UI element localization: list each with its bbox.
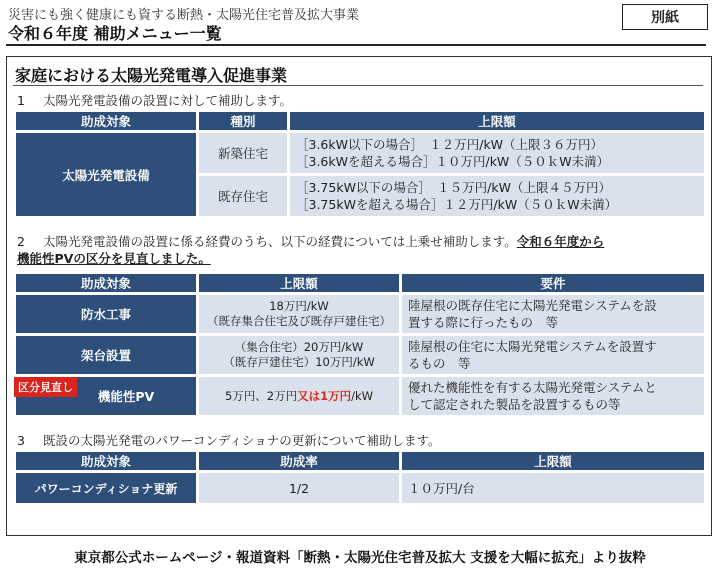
column-header: 上限額 (199, 274, 399, 292)
table-row (16, 473, 704, 503)
subsidy-rate-cell: 1/2 (199, 473, 399, 503)
limit-amount-cell (290, 176, 704, 216)
column-header: 上限額 (402, 452, 704, 470)
table-header-row (16, 274, 704, 292)
requirement-cell (402, 377, 704, 415)
column-header: 助成対象 (16, 112, 196, 130)
limit-amount-cell (199, 295, 399, 333)
panel-heading-divider (13, 85, 703, 86)
section2-table (13, 271, 707, 418)
limit-line: ［3.75kW以下の場合］ １５万円/kW（上限４５万円） (296, 180, 611, 195)
table-row (16, 377, 704, 415)
revision-badge: 区分見直し (14, 377, 77, 397)
requirement-cell (402, 336, 704, 374)
section1-text: 太陽光発電設備の設置に対して補助します。 (43, 93, 293, 108)
limit-amount-cell: １０万円/台 (402, 473, 704, 503)
subsidy-target-cell (16, 377, 196, 415)
column-header: 要件 (402, 274, 704, 292)
subsidy-target-cell: 架台設置 (16, 336, 196, 374)
section3-text: 既設の太陽光発電のパワーコンディショナの更新について補助します。 (43, 433, 441, 448)
section3-number: 3 (17, 433, 25, 448)
requirement-line: して認定された製品を設置するもの等 (408, 397, 621, 412)
section1-description (17, 91, 292, 109)
table-header-row (16, 452, 704, 470)
requirement-line: 置する際に行ったもの 等 (408, 315, 559, 330)
requirement-cell (402, 295, 704, 333)
subsidy-target-label: 機能性PV (97, 389, 155, 404)
column-header: 助成率 (199, 452, 399, 470)
housing-type-cell: 新築住宅 (199, 133, 287, 173)
table-header-row (16, 112, 704, 130)
amount-highlight: 又は1万円 (297, 388, 352, 403)
subsidy-target-cell: 太陽光発電設備 (16, 133, 196, 216)
section2-text: 太陽光発電設備の設置に係る経費のうち、以下の経費については上乗せ補助します。 (43, 234, 517, 249)
limit-amount-cell (199, 377, 399, 415)
section3-table (13, 449, 707, 506)
amount-text: 5万円、2万円 (224, 388, 298, 403)
limit-line: ［3.75kWを超える場合］１２万円/kW（５０ｋW未満） (296, 197, 618, 212)
column-header: 助成対象 (16, 452, 196, 470)
column-header: 種別 (199, 112, 287, 130)
column-header: 上限額 (290, 112, 704, 130)
source-note: 東京都公式ホームページ・報道資料「断熱・太陽光住宅普及拡大 支援を大幅に拡充」より抜粋 (74, 550, 646, 566)
amount-line: （既存集合住宅及び既存戸建住宅） (207, 314, 391, 328)
content-panel (6, 56, 712, 536)
limit-amount-cell (199, 336, 399, 374)
section2-description (17, 233, 697, 267)
housing-type-cell: 既存住宅 (199, 176, 287, 216)
requirement-line: 優れた機能性を有する太陽光発電システムと (408, 380, 657, 395)
section1-table (13, 109, 707, 219)
section3-description (17, 431, 441, 449)
document-subtitle: 災害にも強く健康にも資する断熱・太陽光住宅普及拡大事業 (8, 8, 360, 23)
limit-line: ［3.6kW以下の場合］ １２万円/kW（上限３６万円） (296, 137, 604, 152)
amount-line: 18万円/kW (269, 299, 329, 313)
amount-line: （集合住宅）20万円/kW (234, 340, 364, 354)
section2-emphasis: 令和６年度から (516, 234, 605, 249)
table-row (16, 336, 704, 374)
column-header: 助成対象 (16, 274, 196, 292)
subsidy-target-cell: パワーコンディショナ更新 (16, 473, 196, 503)
section1-number: 1 (17, 93, 25, 108)
section2-emphasis: 機能性PVの区分を見直しました。 (17, 251, 211, 266)
requirement-line: るもの 等 (408, 356, 471, 371)
requirement-line: 陸屋根の住宅に太陽光発電システムを設置す (408, 339, 657, 354)
table-row (16, 133, 704, 173)
document-title: 令和６年度 補助メニュー一覧 (8, 24, 222, 43)
limit-line: ［3.6kWを超える場合］１０万円/kW（５０ｋW未満） (296, 154, 610, 169)
requirement-line: 陸屋根の既存住宅に太陽光発電システムを設 (408, 298, 657, 313)
title-divider (6, 44, 706, 46)
attachment-badge: 別紙 (622, 4, 708, 30)
amount-line: （既存戸建住宅）10万円/kW (223, 355, 375, 369)
section2-number: 2 (17, 234, 25, 249)
table-row (16, 295, 704, 333)
amount-unit: /kW (351, 388, 374, 403)
panel-heading: 家庭における太陽光発電導入促進事業 (15, 66, 288, 85)
limit-amount-cell (290, 133, 704, 173)
subsidy-target-cell: 防水工事 (16, 295, 196, 333)
